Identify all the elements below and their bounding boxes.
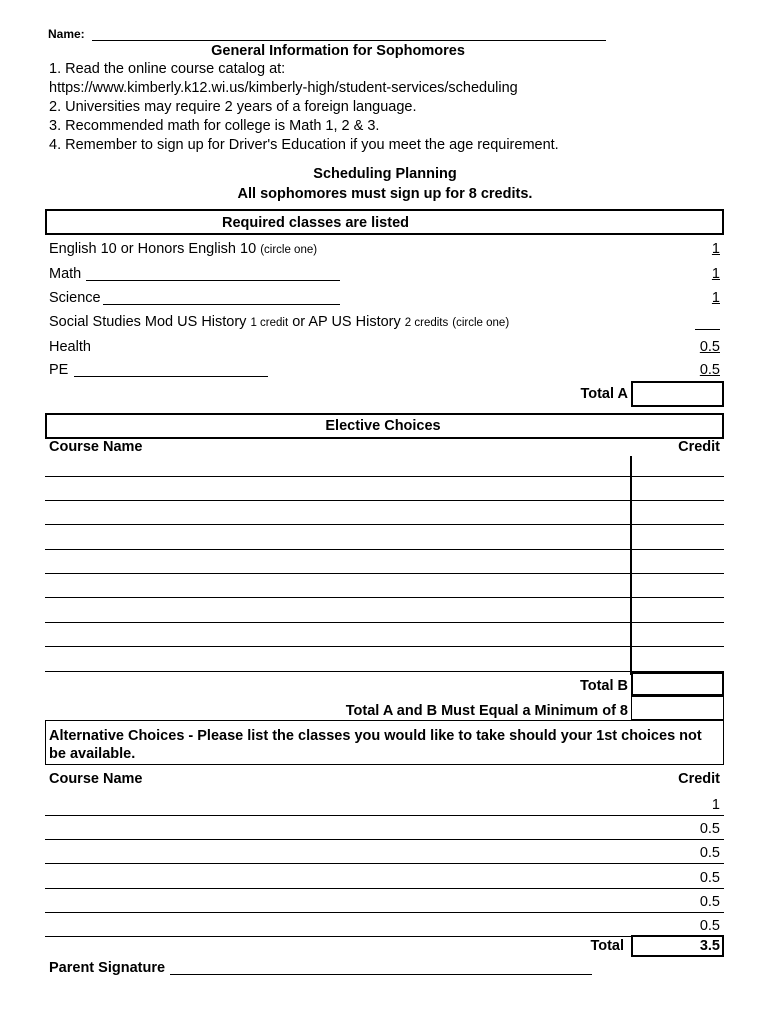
alternative-col-credit: Credit: [678, 771, 720, 787]
english-label: English 10 or Honors English 10: [49, 241, 257, 257]
alternative-row-line[interactable]: [45, 863, 724, 864]
minimum-note: Total A and B Must Equal a Minimum of 8: [345, 703, 628, 719]
total-ab-field[interactable]: [631, 696, 724, 720]
elective-row-line[interactable]: [45, 549, 724, 550]
pe-label: PE: [49, 362, 69, 378]
total-a-field[interactable]: [631, 381, 724, 407]
required-header: Required classes are listed: [222, 215, 409, 231]
elective-row-line[interactable]: [45, 671, 724, 672]
pe-field[interactable]: [74, 376, 268, 377]
health-label: Health: [49, 339, 91, 355]
alternative-credit-1: 1: [711, 797, 720, 813]
alternative-row-line[interactable]: [45, 888, 724, 889]
planning-subtitle: All sophomores must sign up for 8 credits.: [237, 186, 533, 202]
alternative-total-label: Total: [590, 938, 624, 954]
alternative-header: Alternative Choices - Please list the classes you would like to take should your 1st choices not be available.: [49, 728, 702, 762]
social-studies-credit-1: 1 credit: [250, 317, 289, 329]
total-b-label: Total B: [579, 678, 628, 694]
alternative-credit-6: 0.5: [699, 918, 720, 934]
info-item-2: 2. Universities may require 2 years of a foreign language.: [49, 99, 417, 115]
social-studies-credit-field[interactable]: [695, 329, 720, 330]
alternative-col-course: Course Name: [49, 771, 143, 787]
elective-column-divider: [630, 456, 632, 675]
info-title: General Information for Sophomores: [211, 43, 465, 59]
alternative-credit-3: 0.5: [699, 845, 720, 861]
catalog-link: https://www.kimberly.k12.wi.us/kimberly-high/student-services/scheduling: [49, 80, 518, 96]
info-item-3: 3. Recommended math for college is Math 1, 2 & 3.: [49, 118, 380, 134]
elective-header: Elective Choices: [325, 418, 441, 434]
signature-label: Parent Signature: [49, 960, 166, 976]
alternative-credit-2: 0.5: [699, 821, 720, 837]
info-item-1: 1. Read the online course catalog at:: [49, 61, 286, 77]
elective-col-credit: Credit: [678, 439, 720, 455]
science-credit: 1: [711, 290, 720, 306]
elective-row-line[interactable]: [45, 524, 724, 525]
required-row-social-studies: [49, 314, 509, 330]
social-studies-note: (circle one): [452, 317, 510, 329]
social-studies-label: Social Studies Mod US History: [49, 314, 247, 330]
social-studies-credit-2: 2 credits: [404, 317, 449, 329]
alternative-row-line[interactable]: [45, 912, 724, 913]
alternative-credit-4: 0.5: [699, 870, 720, 886]
math-credit: 1: [711, 266, 720, 282]
math-field[interactable]: [86, 280, 340, 281]
elective-row-line[interactable]: [45, 622, 724, 623]
health-credit: 0.5: [699, 339, 720, 355]
alternative-row-line[interactable]: [45, 839, 724, 840]
elective-row-line[interactable]: [45, 597, 724, 598]
science-label: Science: [49, 290, 101, 306]
social-studies-or: or AP US History: [292, 314, 401, 330]
name-field[interactable]: [92, 40, 606, 41]
pe-credit: 0.5: [699, 362, 720, 378]
elective-col-course: Course Name: [49, 439, 143, 455]
alternative-credit-5: 0.5: [699, 894, 720, 910]
required-row-english: [49, 241, 317, 257]
english-note: (circle one): [260, 244, 318, 256]
signature-field[interactable]: [170, 974, 592, 975]
alternative-total-value: 3.5: [699, 938, 720, 954]
elective-row-line[interactable]: [45, 646, 724, 647]
elective-row-line[interactable]: [45, 500, 724, 501]
english-credit: 1: [711, 241, 720, 257]
total-a-label: Total A: [580, 386, 628, 402]
planning-title: Scheduling Planning: [313, 166, 457, 182]
alternative-row-line[interactable]: [45, 815, 724, 816]
name-label: Name:: [48, 27, 85, 41]
alternative-row-line[interactable]: [45, 936, 724, 937]
elective-row-line[interactable]: [45, 476, 724, 477]
info-item-4: 4. Remember to sign up for Driver's Education if you meet the age requirement.: [49, 137, 559, 153]
science-field[interactable]: [103, 304, 340, 305]
total-b-field[interactable]: [631, 672, 724, 696]
math-label: Math: [49, 266, 82, 282]
elective-row-line[interactable]: [45, 573, 724, 574]
